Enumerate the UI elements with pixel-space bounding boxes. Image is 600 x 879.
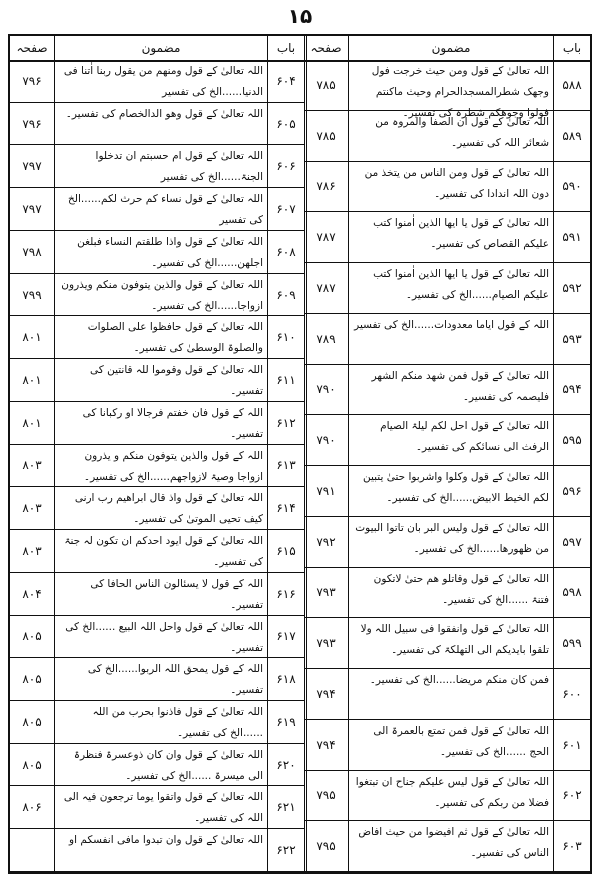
- page-ref: ۷۸۶: [316, 179, 336, 194]
- bab-number: ۶۰۸: [267, 231, 304, 273]
- index-row: [10, 60, 304, 103]
- bab-number: ۶۰۴: [267, 60, 304, 102]
- bab-number: ۶۲۰: [267, 744, 304, 786]
- index-row: [304, 466, 590, 517]
- page-ref: ۷۸۷: [316, 230, 336, 245]
- page-ref: ۷۹۷: [22, 159, 42, 174]
- index-row: [10, 188, 304, 231]
- madmoon-text: اللہ تعالیٰ کے قول نساء کم حرث لکم......الخ کی تفسیر: [54, 188, 267, 230]
- page-ref: ۷۸۵: [316, 77, 336, 92]
- bab-number: ۶۱۷: [267, 616, 304, 658]
- madmoon-text: اللہ تعالیٰ کے قول واحل اللہ البیع ......الخ کی تفسیر۔: [54, 616, 267, 658]
- madmoon-text: اللہ کے قول والذین یتوفون منکم و یذرون ازواجا وصیۃ لازواجھم......الخ کی تفسیر۔: [54, 445, 267, 487]
- page-ref: ۷۹۷: [22, 202, 42, 217]
- index-row: [10, 145, 304, 188]
- bab-number: ۶۰۶: [267, 145, 304, 187]
- page-ref: ۷۹۶: [22, 116, 42, 131]
- bab-number: ۵۹۲: [553, 263, 590, 313]
- page-ref: ۸۰۱: [22, 415, 42, 430]
- index-row: [10, 359, 304, 402]
- index-row: [304, 669, 590, 720]
- page-ref: ۷۸۷: [316, 280, 336, 295]
- header-safha: صفحہ: [310, 41, 342, 55]
- index-row: [10, 103, 304, 146]
- page-ref: ۷۹۴: [316, 737, 336, 752]
- page-ref: ۷۹۵: [316, 788, 336, 803]
- madmoon-text: اللہ تعالیٰ کے قول احل لکم لیلۃ الصیام الرفث الی نسائکم کی تفسیر۔: [348, 415, 553, 465]
- page-ref: ۷۸۵: [316, 128, 336, 143]
- index-row: [10, 573, 304, 616]
- page-ref: ۷۹۰: [316, 382, 336, 397]
- bab-number: ۵۹۵: [553, 415, 590, 465]
- page-ref: ۷۹۴: [316, 686, 336, 701]
- bab-number: ۶۰۲: [553, 771, 590, 821]
- page-ref: ۷۹۲: [316, 534, 336, 549]
- madmoon-text: اللہ تعالیٰ کے قول وھو الدالخصام کی تفسیر۔: [54, 103, 267, 145]
- index-row: [304, 415, 590, 466]
- page-number: ۱۵: [287, 4, 313, 28]
- bab-number: ۵۹۳: [553, 314, 590, 364]
- right-rows: [304, 60, 590, 872]
- madmoon-text: اللہ تعالیٰ کے قول وان کان ذوعسرۃ فنظرۃ الی میسرۃ ......الخ کی تفسیر۔: [54, 744, 267, 786]
- index-row: [304, 212, 590, 263]
- header-bab: باب: [267, 36, 304, 60]
- madmoon-text: فمن کان منکم مریضا......الخ کی تفسیر۔: [348, 669, 553, 719]
- index-row: [304, 60, 590, 119]
- left-column-block: [10, 36, 307, 872]
- header-safha: صفحہ: [16, 41, 48, 55]
- madmoon-text: اللہ کے قول یمحق اللہ الربوا......الخ کی تفسیر۔: [54, 658, 267, 700]
- page-ref: ۷۹۵: [316, 839, 336, 854]
- madmoon-text: اللہ تعالیٰ کے قول وقاتلو ھم حتیٰ لاتکون فتنۃ ......الخ کی تفسیر۔: [348, 568, 553, 618]
- madmoon-text: اللہ تعالیٰ کے قول ام حسبتم ان تدخلوا الجنۃ......الخ کی تفسیر: [54, 145, 267, 187]
- page-ref: ۷۹۱: [316, 483, 336, 498]
- madmoon-text: اللہ تعالیٰ کے قول فمن تمتع بالعمرۃ الی الحج ......الخ کی تفسیر۔: [348, 720, 553, 770]
- madmoon-text: اللہ کے قول ایاما معدودات......الخ کی تفسیر: [348, 314, 553, 364]
- index-row: [10, 744, 304, 787]
- bab-number: ۶۰۵: [267, 103, 304, 145]
- index-row: [304, 517, 590, 568]
- bab-number: ۶۰۰: [553, 669, 590, 719]
- page-ref: ۸۰۵: [22, 757, 42, 772]
- bab-number: ۶۱۱: [267, 359, 304, 401]
- bab-number: ۶۱۵: [267, 530, 304, 572]
- madmoon-text: اللہ تعالیٰ کے قول واذا طلقتم النساء فبلغن اجلھن......الخ کی تفسیر۔: [54, 231, 267, 273]
- bab-number: ۵۹۷: [553, 517, 590, 567]
- index-row: [10, 530, 304, 573]
- page-ref: ۷۹۹: [22, 287, 42, 302]
- index-row: [304, 720, 590, 771]
- index-row: [10, 445, 304, 488]
- header-bab: باب: [553, 36, 590, 60]
- right-column-block: [304, 36, 590, 872]
- madmoon-text: اللہ کے قول فان خفتم فرجالا او رکبانا کی تفسیر۔: [54, 402, 267, 444]
- bab-number: ۶۰۹: [267, 274, 304, 316]
- index-row: [10, 231, 304, 274]
- page-ref: ۸۰۴: [22, 586, 42, 601]
- index-row: [304, 618, 590, 669]
- index-row: [10, 487, 304, 530]
- index-row: [304, 263, 590, 314]
- madmoon-text: اللہ کے قول لا یسئالون الناس الحافا کی تفسیر۔: [54, 573, 267, 615]
- bab-number: ۵۸۸: [553, 60, 590, 110]
- bab-number: ۵۹۱: [553, 212, 590, 262]
- index-table: [8, 34, 592, 874]
- index-row: [304, 821, 590, 872]
- index-row: [10, 274, 304, 317]
- bab-number: ۶۰۱: [553, 720, 590, 770]
- bab-number: ۶۱۶: [267, 573, 304, 615]
- header-madmoon: مضمون: [348, 36, 553, 60]
- left-header-row: [10, 36, 304, 62]
- page-ref: ۸۰۳: [22, 458, 42, 473]
- madmoon-text: اللہ تعالیٰ کے قول واتقوا یوما ترجعون فیہ الی اللہ کی تفسیر۔: [54, 786, 267, 828]
- bab-number: ۶۲۲: [267, 829, 304, 871]
- bab-number: ۵۹۴: [553, 365, 590, 415]
- page-ref: ۸۰۱: [22, 330, 42, 345]
- bab-number: ۶۱۹: [267, 701, 304, 743]
- page-ref: ۷۹۳: [316, 585, 336, 600]
- index-row: [10, 402, 304, 445]
- madmoon-text: اللہ تعالیٰ کے قول وان تبدوا مافی انفسکم او: [54, 829, 267, 871]
- bab-number: ۶۰۷: [267, 188, 304, 230]
- index-row: [10, 616, 304, 659]
- left-rows: [10, 60, 304, 872]
- madmoon-text: اللہ تعالیٰ کے قول ولیس البر بان تاتوا البیوت من ظھورھا......الخ کی تفسیر۔: [348, 517, 553, 567]
- right-header-row: [304, 36, 590, 62]
- madmoon-text: اللہ تعالیٰ کے قول وانفقوا فی سبیل اللہ ولا تلقوا بایدیکم الی التھلکۃ کی تفسیر۔: [348, 618, 553, 668]
- madmoon-text: اللہ تعالیٰ کے قول ایود احدکم ان تکون لہ جنۃ کی تفسیر۔: [54, 530, 267, 572]
- madmoon-text: اللہ تعالیٰ کے قول ومنھم من یقول ربنا اٰتنا فی الدنیا......الخ کی تفسیر: [54, 60, 267, 102]
- bab-number: ۶۲۱: [267, 786, 304, 828]
- madmoon-text: اللہ تعالیٰ کے قول وقوموا للہ قانتین کی تفسیر۔: [54, 359, 267, 401]
- index-row: [304, 111, 590, 162]
- page-ref: ۸۰۵: [22, 672, 42, 687]
- page-ref: ۸۰۵: [22, 714, 42, 729]
- madmoon-text: اللہ تعالیٰ کے قول فمن شھد منکم الشھر فلیصمہ کی تفسیر۔: [348, 365, 553, 415]
- bab-number: ۵۸۹: [553, 111, 590, 161]
- index-row: [10, 316, 304, 359]
- index-row: [10, 701, 304, 744]
- bab-number: ۶۱۰: [267, 316, 304, 358]
- page-ref: ۷۸۹: [316, 331, 336, 346]
- madmoon-text: اللہ تعالیٰ کے قول وکلوا واشربوا حتیٰ یتبین لکم الخیط الابیض......الخ کی تفسیر۔: [348, 466, 553, 516]
- bab-number: ۶۱۲: [267, 402, 304, 444]
- index-row: [304, 365, 590, 416]
- madmoon-text: اللہ تعالیٰ کے قول لیس علیکم جناح ان تبتغوا فضلا من ربکم کی تفسیر۔: [348, 771, 553, 821]
- bab-number: ۶۱۸: [267, 658, 304, 700]
- page-ref: ۷۹۰: [316, 433, 336, 448]
- bab-number: ۶۰۳: [553, 821, 590, 871]
- madmoon-text: اللہ تعالیٰ کے قول ان الصفا والمروہ من شعائر اللہ کی تفسیر۔: [348, 111, 553, 161]
- index-row: [304, 162, 590, 213]
- madmoon-text: اللہ تعالیٰ کے قول ثم افیضوا من حیث افاض الناس کی تفسیر۔: [348, 821, 553, 871]
- page-ref: ۸۰۵: [22, 629, 42, 644]
- madmoon-text: اللہ تعالیٰ کے قول یا ایھا الذین اٰمنوا کتب علیکم الصیام......الخ کی تفسیر۔: [348, 263, 553, 313]
- bab-number: ۶۱۳: [267, 445, 304, 487]
- page-ref: ۷۹۶: [22, 73, 42, 88]
- page-ref: ۷۹۸: [22, 244, 42, 259]
- madmoon-text: اللہ تعالیٰ کے قول ومن حیث خرجت فول وجھک شطرالمسجدالحرام وحیث ماکنتم فولوا وجوھکم شطرہ کی تفسیر۔: [348, 60, 553, 110]
- index-row: [10, 658, 304, 701]
- page-ref: ۸۰۱: [22, 373, 42, 387]
- page-ref: ۸۰۶: [22, 800, 42, 815]
- page-ref: [10, 829, 54, 871]
- page-ref: ۷۹۳: [316, 636, 336, 651]
- madmoon-text: اللہ تعالیٰ کے قول فاذنوا بحرب من اللہ ......الخ کی تفسیر۔: [54, 701, 267, 743]
- bab-number: ۵۹۸: [553, 568, 590, 618]
- madmoon-text: اللہ تعالیٰ کے قول واذ قال ابراھیم رب ارنی کیف تحیی الموتیٰ کی تفسیر۔: [54, 487, 267, 529]
- madmoon-text: اللہ تعالیٰ کے قول حافظوا علی الصلوات والصلوۃ الوسطیٰ کی تفسیر۔: [54, 316, 267, 358]
- index-row: [304, 771, 590, 822]
- index-row: [304, 314, 590, 365]
- madmoon-text: اللہ تعالیٰ کے قول یا ایھا الذین اٰمنوا کتب علیکم القصاص کی تفسیر۔: [348, 212, 553, 262]
- madmoon-text: اللہ تعالیٰ کے قول ومن الناس من یتخذ من دون اللہ اندادا کی تفسیر۔: [348, 162, 553, 212]
- bab-number: ۵۹۰: [553, 162, 590, 212]
- madmoon-text: اللہ تعالیٰ کے قول والذین یتوفون منکم ویذرون ازواجا......الخ کی تفسیر۔: [54, 274, 267, 316]
- index-row: [304, 568, 590, 619]
- index-row: [10, 829, 304, 872]
- page-ref: ۸۰۳: [22, 501, 42, 516]
- bab-number: ۶۱۴: [267, 487, 304, 529]
- page-ref: ۸۰۳: [22, 543, 42, 558]
- index-row: [10, 786, 304, 829]
- bab-number: ۵۹۶: [553, 466, 590, 516]
- header-madmoon: مضمون: [54, 36, 267, 60]
- bab-number: ۵۹۹: [553, 618, 590, 668]
